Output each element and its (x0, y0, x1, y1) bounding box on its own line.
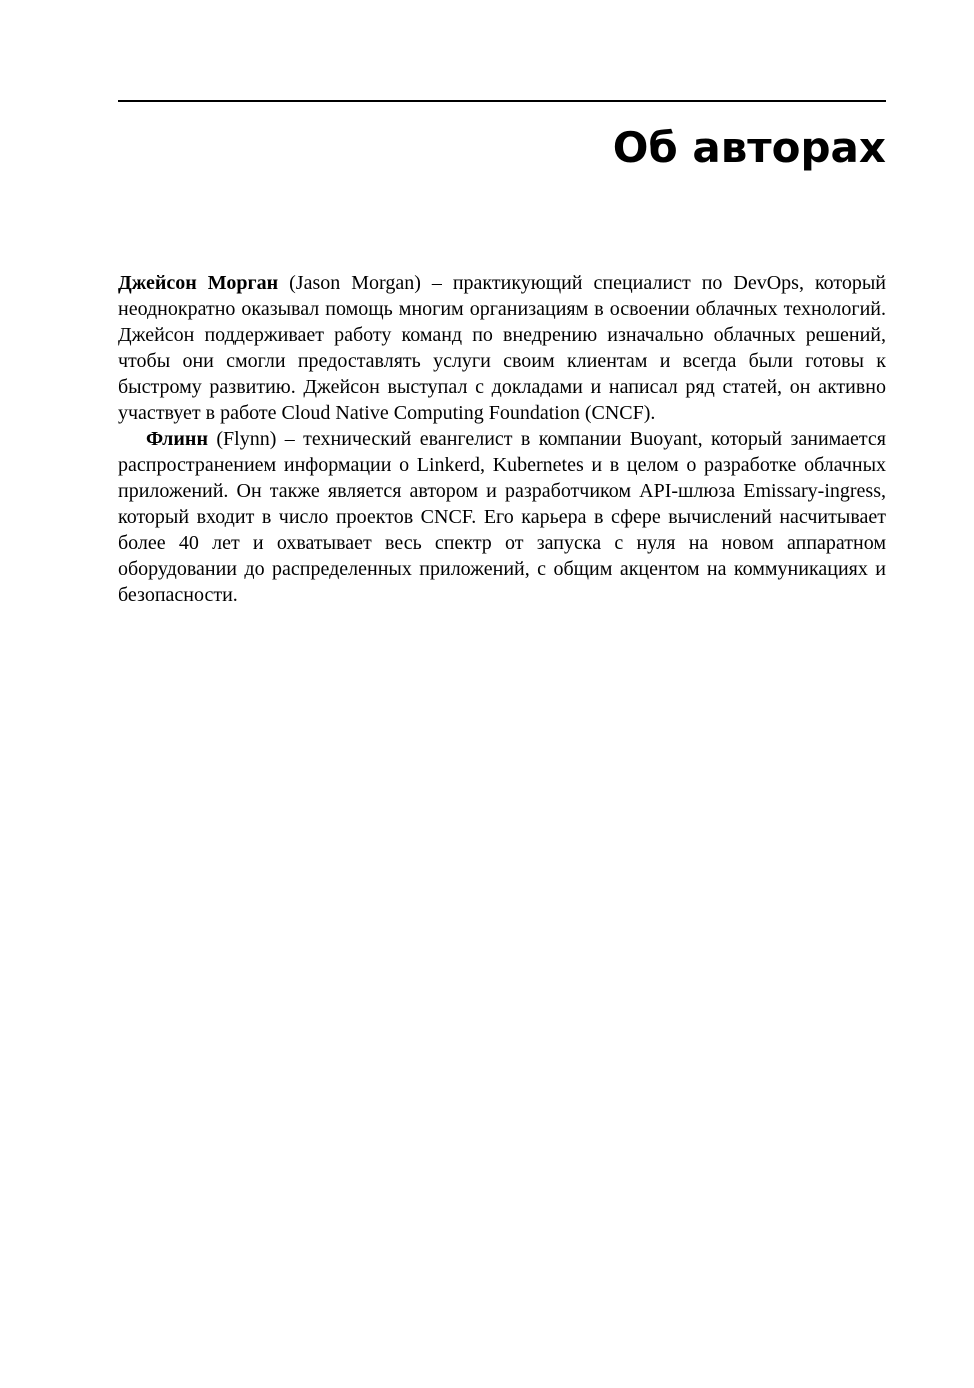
paragraph-author-1 (118, 270, 886, 426)
header-rule (118, 100, 886, 102)
author-name-2: Флинн (146, 428, 208, 451)
page-content (118, 0, 886, 608)
author-name-1: Джейсон Морган (118, 272, 279, 295)
chapter-title: Об авторах (612, 123, 886, 172)
paragraph-text-2: (Flynn) – технический евангелист в компании Buoyant, который занимается распространением информации о Linkerd, Kubernetes и в целом о разработке облачных приложений. Он также является автором и разработчиком API-шлюза Emissary-ingress, который входит в число проектов CNCF. Его карьера в сфере вычислений насчитывает более 40 лет и охватывает весь спектр от запуска с нуля на новом аппаратном оборудовании до распределенных приложений, с общим акцентом на коммуникациях и безопасности. (118, 428, 886, 607)
body-text (118, 270, 886, 608)
paragraph-text-1: (Jason Morgan) – практикующий специалист по DevOps, который неоднократно оказывал помощь многим организациям в освоении облачных технологий. Джейсон поддерживает работу команд по внедрению изначально облачных решений, чтобы они смогли предоставлять услуги своим клиентам и всегда были готовы к быстрому развитию. Джейсон выступал с докладами и написал ряд статей, он активно участвует в работе Cloud Native Computing Foundation (CNCF). (118, 272, 887, 425)
paragraph-author-2 (118, 426, 886, 608)
